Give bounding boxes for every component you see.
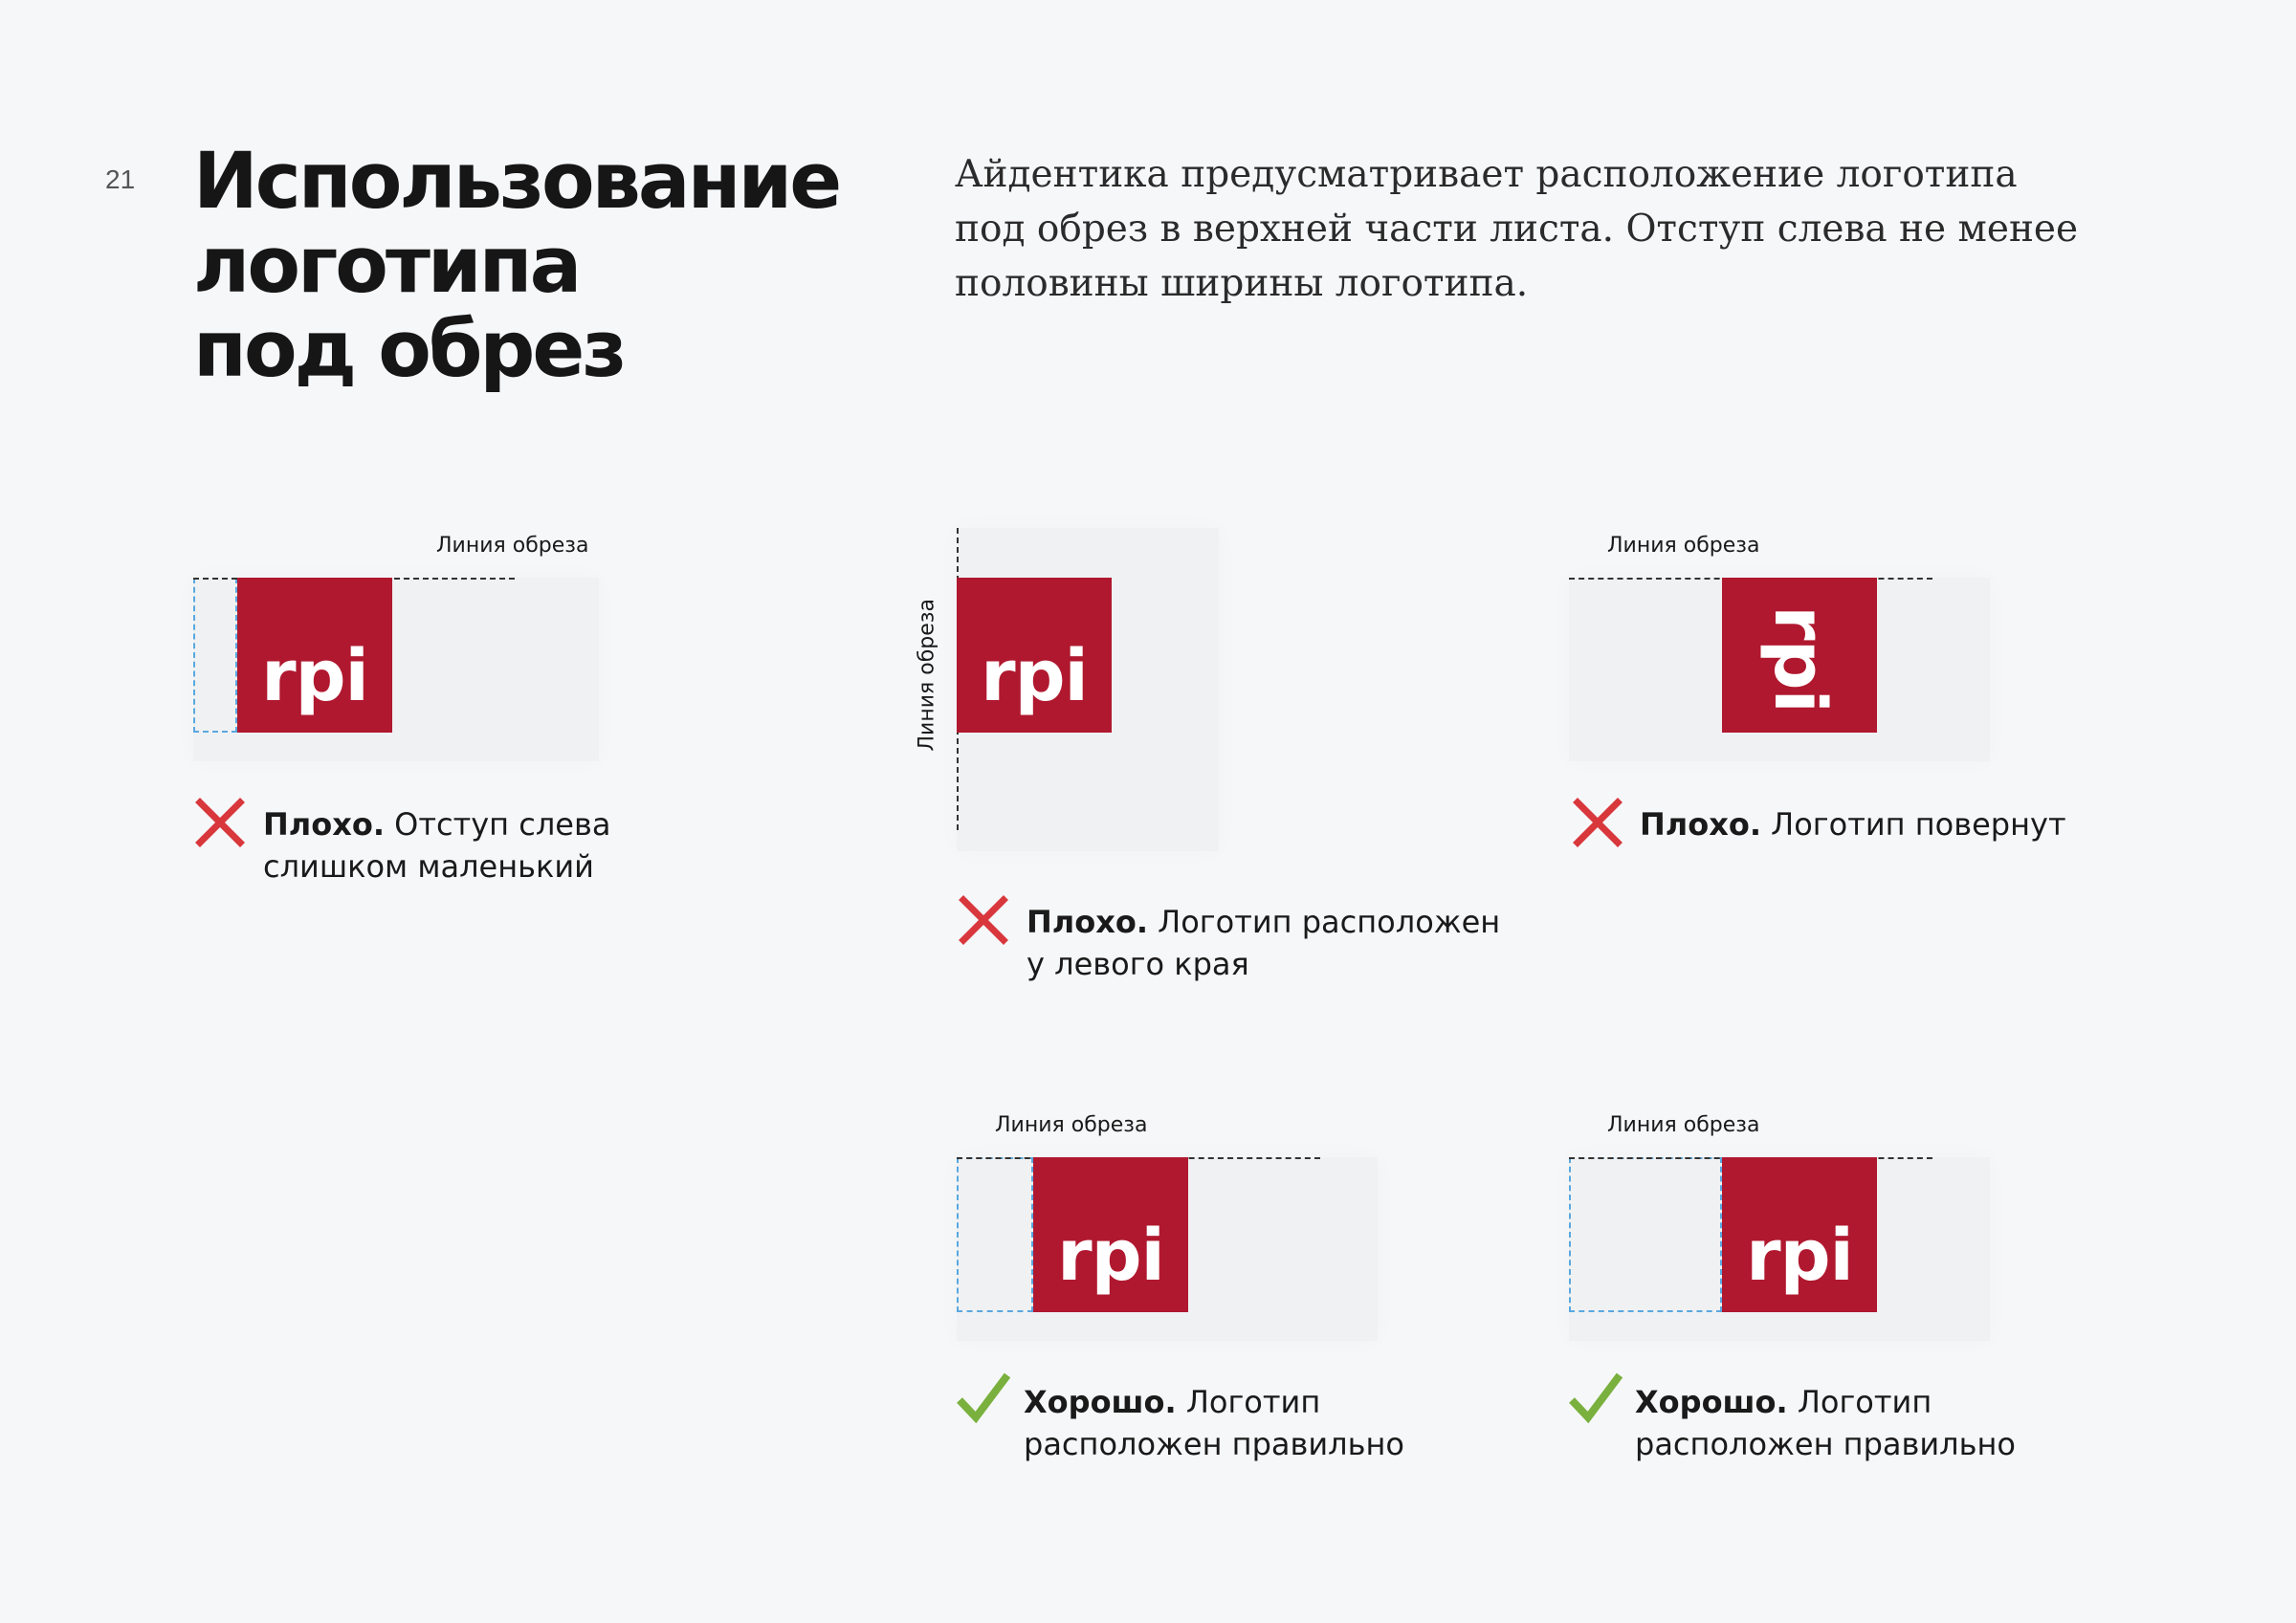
- caption-line: расположен правильно: [1024, 1426, 1404, 1462]
- example-caption: [1640, 803, 2066, 845]
- caption-line: [1024, 1381, 1404, 1423]
- caption-text: Логотип повернут: [1771, 806, 2066, 843]
- safe-zone: [957, 1157, 1033, 1312]
- safe-zone: [1569, 1157, 1722, 1312]
- rpi-logo: [1722, 1157, 1877, 1312]
- cut-line-label: Линия обреза: [1607, 534, 1760, 558]
- page-title-line: Использование: [193, 137, 840, 227]
- caption-text: Отступ слева: [394, 806, 611, 843]
- intro-line: половины ширины логотипа.: [955, 262, 1529, 305]
- example-caption: [1024, 1381, 1404, 1465]
- caption-line: [1635, 1381, 2016, 1423]
- verdict-label: Плохо.: [1640, 806, 1761, 843]
- rpi-logo: [237, 578, 392, 733]
- rpi-logo-rotated: [1722, 578, 1877, 733]
- caption-line: [263, 803, 610, 845]
- verdict-label: Хорошо.: [1635, 1384, 1788, 1420]
- logo-text: rpi: [261, 635, 368, 717]
- verdict-label: Плохо.: [1027, 904, 1148, 940]
- example-caption: [1027, 901, 1500, 985]
- cut-line-label: Линия обреза: [1607, 1113, 1760, 1137]
- page-title-line: логотипа: [193, 221, 580, 311]
- rpi-logo: [957, 578, 1112, 733]
- logo-text: rpi: [1746, 1215, 1853, 1297]
- example-caption: [263, 803, 610, 888]
- safe-zone: [193, 578, 237, 733]
- checkmark-icon: [955, 1370, 1012, 1427]
- cut-line-label: Линия обреза: [915, 599, 939, 752]
- cut-line-label: Линия обреза: [436, 534, 589, 558]
- checkmark-icon: [1567, 1370, 1624, 1427]
- cross-icon: [1573, 798, 1623, 847]
- rpi-logo: [1033, 1157, 1188, 1312]
- caption-text: Логотип: [1185, 1384, 1321, 1420]
- cross-icon: [195, 798, 245, 847]
- intro-line: под обрез в верхней части листа. Отступ слева не менее: [955, 208, 2079, 251]
- logo-text: rpi: [981, 635, 1088, 717]
- caption-text: Логотип: [1797, 1384, 1932, 1420]
- caption-line: расположен правильно: [1635, 1426, 2016, 1462]
- page-title: [193, 137, 840, 395]
- page-title-line: под обрез: [193, 305, 625, 395]
- logo-text: rpi: [1758, 605, 1841, 713]
- cross-icon: [959, 895, 1008, 945]
- caption-text: Логотип расположен: [1158, 904, 1501, 940]
- cut-line-label: Линия обреза: [995, 1113, 1148, 1137]
- verdict-label: Хорошо.: [1024, 1384, 1177, 1420]
- intro-line: Айдентика предусматривает расположение логотипа: [955, 153, 2018, 196]
- caption-line: [1027, 901, 1500, 943]
- logo-text: rpi: [1057, 1215, 1164, 1297]
- caption-line: слишком маленький: [263, 848, 594, 885]
- verdict-label: Плохо.: [263, 806, 385, 843]
- page-number: 21: [105, 164, 136, 194]
- caption-line: у левого края: [1027, 946, 1249, 982]
- example-caption: [1635, 1381, 2016, 1465]
- intro-paragraph: [955, 147, 2079, 311]
- caption-line: [1640, 803, 2066, 845]
